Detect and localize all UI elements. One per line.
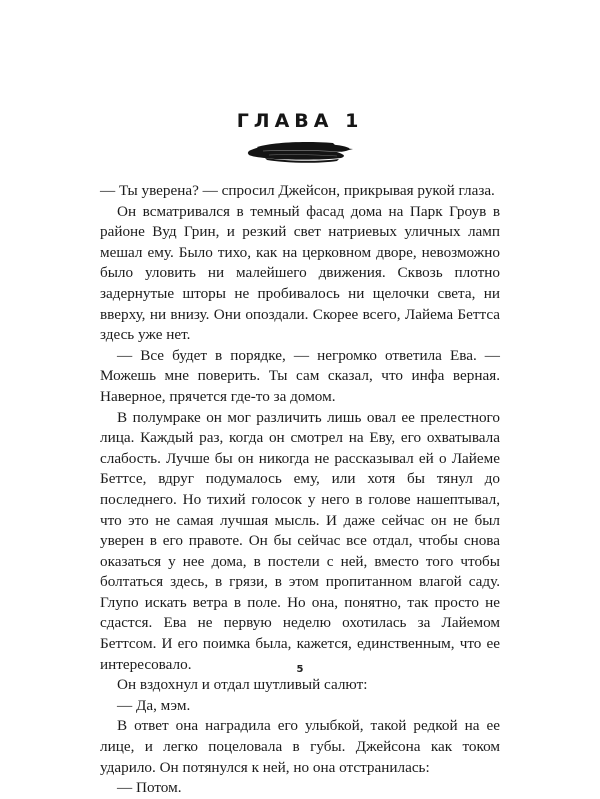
brush-stroke-icon [245,136,355,166]
chapter-title: ГЛАВА 1 [236,110,364,132]
paragraph: Он вздохнул и отдал шутливый салют: [117,676,368,694]
paragraph: — Потом. [117,779,182,797]
paragraph: В ответ она наградила его улыбкой, такой редкой на ее лице, и легко поцеловала в губы. Джейсона как током ударило. Он потянулся к ней, но она отстранилась: [100,717,500,776]
paragraph: — Ты уверена? — спросил Джейсон, прикрывая рукой глаза. [100,182,495,199]
paragraph: — Да, мэм. [117,696,191,714]
chapter-body [100,181,500,799]
paragraph: Он всматривался в темный фасад дома на Парк Гроув в районе Вуд Грин, и резкий свет натриевых уличных ламп мешал ему. Было тихо, как на церковном дворе, невозможно было уловить ни малейшего движения. Сквозь плотно задернутые шторы не пробивалось ни щелочки света, ни вверху, ни внизу. Они опоздали. Скорее всего, Лайема Беттса здесь уже нет. [100,202,500,344]
paragraph: — Все будет в порядке, — негромко ответила Ева. — Можешь мне поверить. Ты сам сказал, что инфа верная. Наверное, прячется где-то за домом. [100,346,500,405]
page-number: 5 [296,664,304,675]
brush-stroke-ornament [0,136,600,166]
paragraph: В полумраке он мог различить лишь овал ее прелестного лица. Каждый раз, когда он смотрел на Еву, его охватывала слабость. Лучше бы он никогда не рассказывал ей о Лайеме Беттсе, вдруг подумалось ему, или хотя бы тянул до последнего. Но тихий голосок у него в голове нашептывал, что это не самая лучшая мысль. И даже сейчас он не был уверен в его правоте. Он бы сейчас все отдал, чтобы снова оказаться у нее дома, в постели с ней, вместо того чтобы болтаться здесь, в грязи, в этом пропитанном влагой саду. Глупо искать ветра в поле. Но она, понятно, так просто не сдастся. Ева не первую неделю охотилась за Лайемом Беттсом. И его поимка была, кажется, единственным, что ее интересовало. [100,408,500,673]
